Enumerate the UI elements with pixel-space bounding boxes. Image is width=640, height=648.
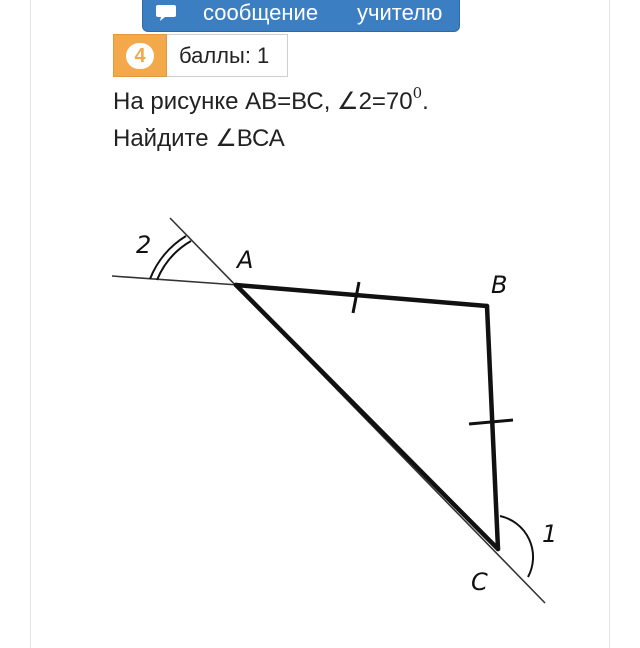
side-bc — [487, 306, 498, 549]
tick-ab — [353, 282, 359, 313]
message-button-label-2: учителю — [357, 0, 443, 25]
degree-superscript: 0 — [412, 84, 423, 102]
angle-2-arc-outer — [150, 236, 186, 279]
angle-1-arc — [500, 516, 533, 577]
tick-bc — [469, 420, 513, 424]
angle-2-arc-inner — [157, 241, 191, 280]
side-ab — [236, 285, 487, 306]
label-b: B — [491, 271, 508, 299]
label-angle-1: 1 — [542, 520, 558, 548]
label-a: A — [237, 246, 254, 274]
question-text: На рисунке АВ=ВС, ∠2=70 — [113, 88, 413, 115]
line-extension-horizontal — [112, 276, 238, 285]
question-line-2: Найдите ∠ВСА — [113, 125, 285, 152]
task-number: 4 — [126, 43, 154, 69]
side-ac — [236, 285, 498, 549]
message-button-label-1: сообщение — [203, 0, 319, 25]
label-angle-2: 2 — [136, 231, 152, 259]
score-label: баллы: 1 — [167, 34, 288, 77]
question-period: . — [422, 88, 429, 115]
label-c: C — [471, 568, 488, 596]
